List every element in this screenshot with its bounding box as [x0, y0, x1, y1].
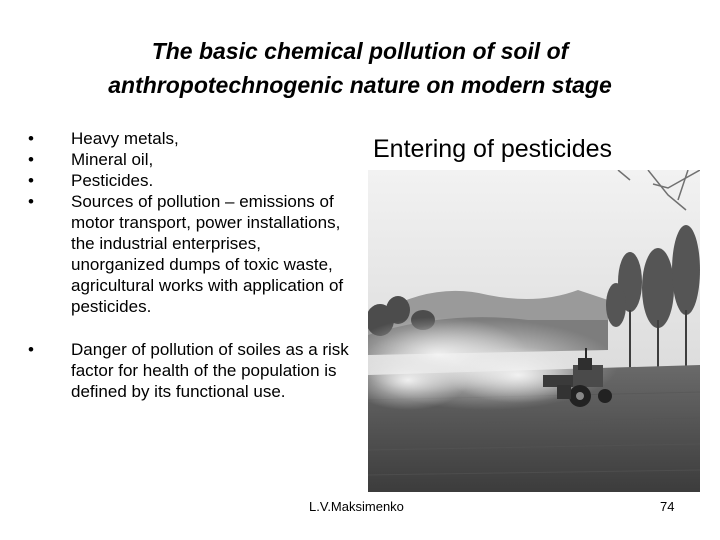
photo-caption: Entering of pesticides [373, 135, 613, 163]
bullet-item: • Heavy metals, [28, 128, 358, 149]
title-line-1: The basic chemical pollution of soil of [151, 38, 569, 64]
bullet-item: • Mineral oil, [28, 149, 358, 170]
bullet-list [28, 128, 358, 402]
bullet-item: • Pesticides. [28, 170, 358, 191]
bullet-item: • Sources of pollution – emissions of motor transport, power installations, the industrial enterprises, unorganized dumps of toxic waste, agricultural works with application of pesticides. [28, 191, 358, 317]
bullet-item: • Danger of pollution of soiles as a risk factor for health of the population is defined by its functional use. [28, 339, 358, 402]
slide-title [20, 34, 700, 102]
page-number: 74 [660, 499, 675, 514]
pesticide-spraying-photo [368, 170, 700, 492]
footer-author: L.V.Maksimenko [309, 499, 404, 514]
tractor-field-image [368, 170, 700, 492]
title-line-2: anthropotechnogenic nature on modern stage [108, 72, 612, 98]
